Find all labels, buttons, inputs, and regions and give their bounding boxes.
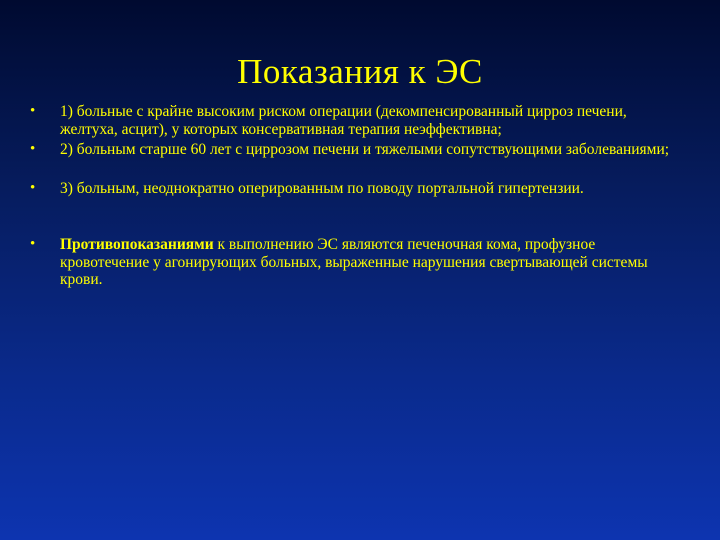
- bullet-icon: •: [30, 103, 36, 119]
- bullet-text-1: 1) больные с крайне высоким риском операции (декомпенсированный цирроз печени, желтуха, асцит), у которых консервативная терапия неэффективна;: [60, 103, 627, 138]
- bullet-item-4: [30, 236, 670, 289]
- bullet-list: [30, 103, 670, 289]
- bullet-text-3: 3) больным, неоднократно оперированным по поводу портальной гипертензии.: [60, 179, 584, 197]
- bullet-item-3: [30, 180, 670, 198]
- bullet-text-4: к выполнению ЭС являются печеночная кома, профузное кровотечение у агонирующих больных, выраженные нарушения свертывающей системы крови.: [60, 236, 648, 288]
- contraindications-term: Противопоказаниями: [60, 236, 214, 253]
- slide-title: Показания к ЭС: [237, 52, 483, 91]
- bullet-icon: •: [30, 141, 36, 157]
- bullet-text-2: 2) больным старше 60 лет с циррозом печени и тяжелыми сопутствующими заболеваниями;: [60, 141, 670, 158]
- bullet-icon: •: [30, 236, 36, 252]
- bullet-item-2: [30, 141, 670, 159]
- bullet-icon: •: [30, 179, 36, 196]
- bullet-item-1: [30, 103, 670, 138]
